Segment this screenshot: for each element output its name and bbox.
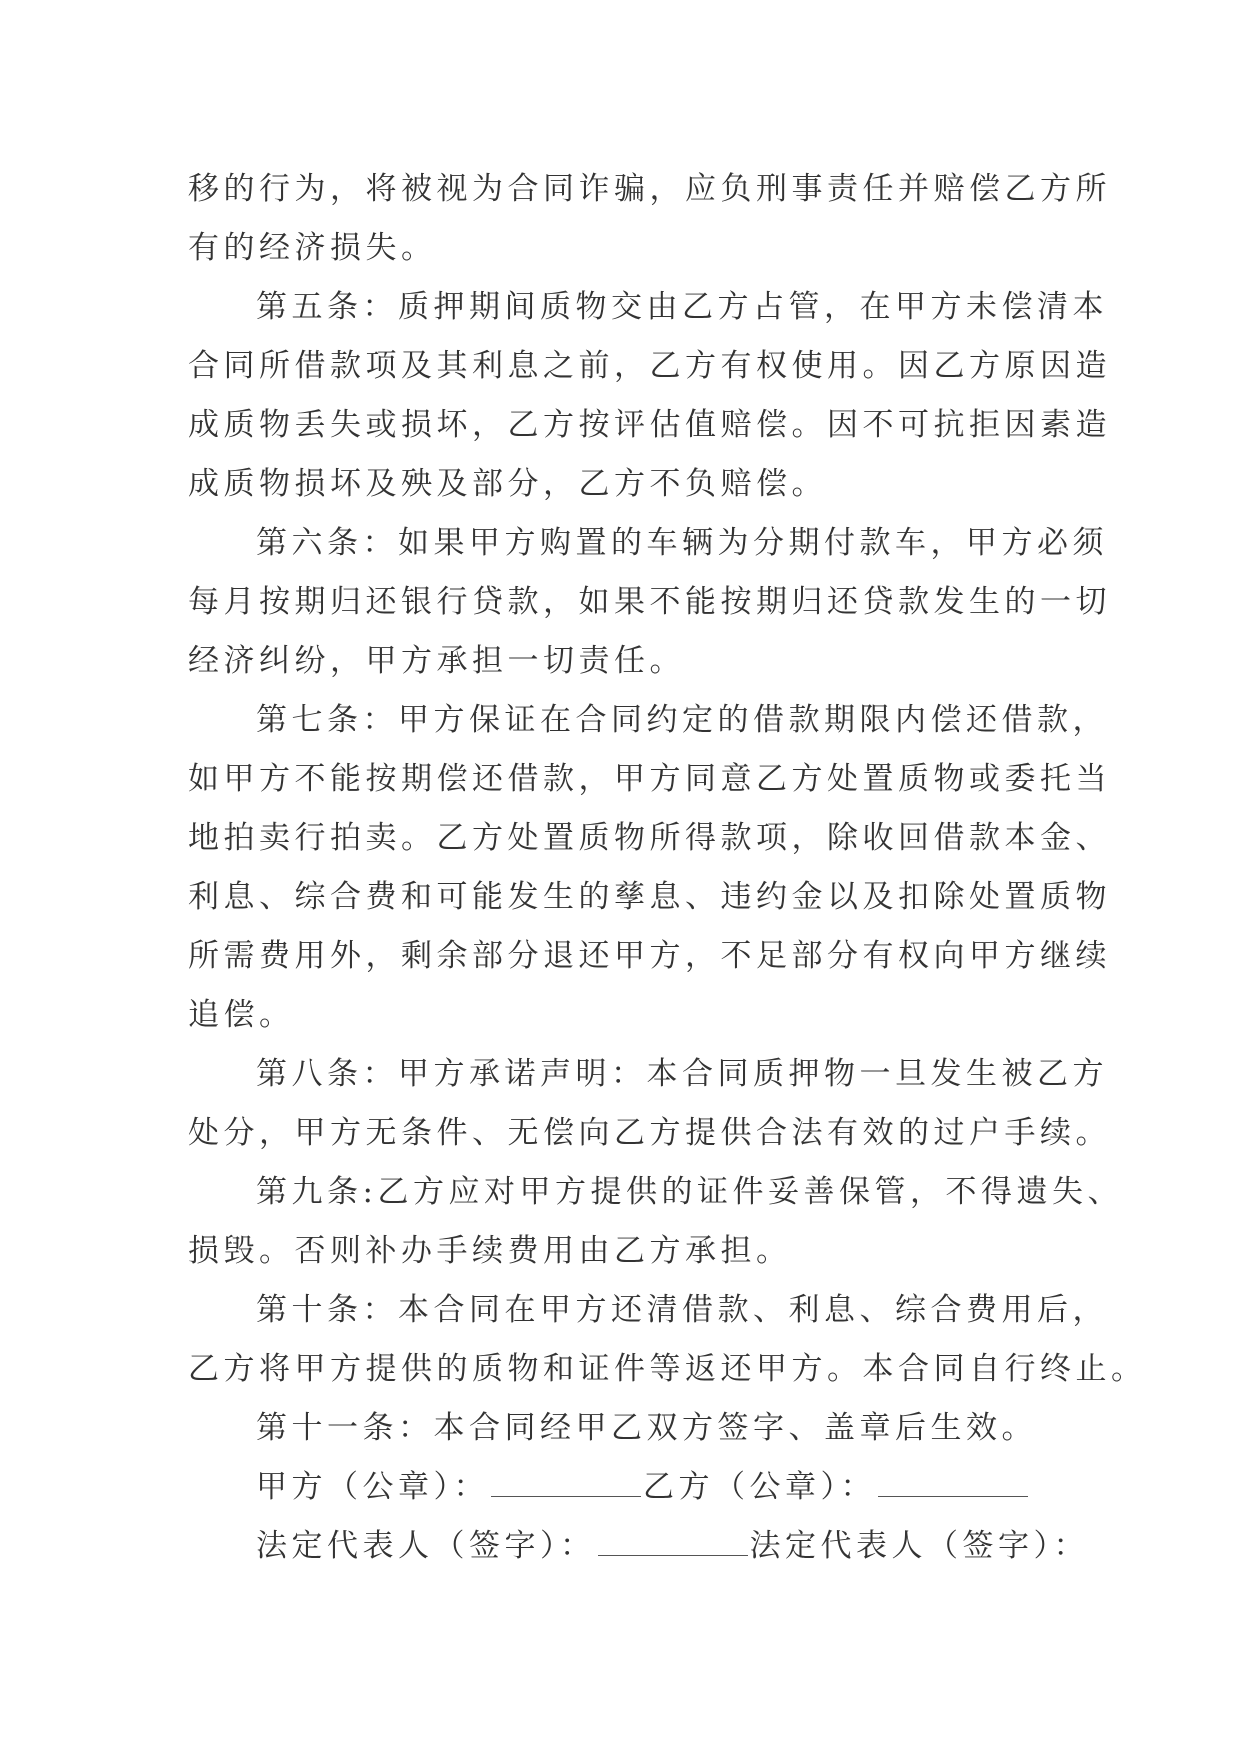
party-a-seal-blank (491, 1474, 641, 1497)
text-line: 损毁。否则补办手续费用由乙方承担。 (188, 1233, 792, 1269)
clause-11 (188, 1399, 1078, 1458)
clause-6 (188, 514, 1111, 691)
contract-page (188, 160, 1147, 1576)
text-line: 第十一条：本合同经甲乙双方签字、盖章后生效。 (256, 1410, 1037, 1446)
party-b-seal-label: 乙方（公章）： (643, 1469, 876, 1505)
text-line: 每月按期归还银行贷款，如果不能按期归还贷款发生的一切 (188, 584, 1111, 620)
text-line: 处分，甲方无条件、无偿向乙方提供合法有效的过户手续。 (188, 1115, 1111, 1151)
text-line: 有的经济损失。 (188, 230, 437, 266)
rep-a-sign-label: 法定代表人（签字）： (256, 1528, 596, 1564)
rep-b-sign-label: 法定代表人（签字）： (749, 1528, 1089, 1564)
text-line: 如甲方不能按期偿还借款，甲方同意乙方处置质物或委托当 (188, 761, 1111, 797)
party-a-seal-label: 甲方（公章）： (256, 1469, 489, 1505)
text-line: 第八条：甲方承诺声明：本合同质押物一旦发生被乙方 (256, 1056, 1108, 1092)
text-line: 经济纠纷，甲方承担一切责任。 (188, 643, 685, 679)
clause-5 (188, 278, 1111, 514)
text-line: 追偿。 (188, 997, 295, 1033)
party-b-seal-blank (878, 1474, 1028, 1497)
clause-10 (188, 1281, 1147, 1399)
clause-9 (188, 1163, 1123, 1281)
text-line: 第五条：质押期间质物交由乙方占管，在甲方未偿清本 (256, 289, 1108, 325)
text-line: 合同所借款项及其利息之前，乙方有权使用。因乙方原因造 (188, 348, 1111, 384)
text-line: 第十条：本合同在甲方还清借款、利息、综合费用后， (256, 1292, 1108, 1328)
text-line: 第六条：如果甲方购置的车辆为分期付款车，甲方必须 (256, 525, 1108, 561)
text-line: 第九条:乙方应对甲方提供的证件妥善保管，不得遗失、 (256, 1174, 1123, 1210)
representative-signature-row (188, 1517, 1089, 1576)
text-line: 地拍卖行拍卖。乙方处置质物所得款项，除收回借款本金、 (188, 820, 1111, 856)
clause-8 (188, 1045, 1111, 1163)
text-line: 乙方将甲方提供的质物和证件等返还甲方。本合同自行终止。 (188, 1351, 1147, 1387)
text-line: 成质物损坏及殃及部分，乙方不负赔偿。 (188, 466, 827, 502)
text-line: 移的行为，将被视为合同诈骗，应负刑事责任并赔偿乙方所 (188, 171, 1111, 207)
seal-signature-row (188, 1458, 1078, 1517)
text-line: 所需费用外，剩余部分退还甲方，不足部分有权向甲方继续 (188, 938, 1111, 974)
clause-7 (188, 691, 1111, 1045)
paragraph-continuation (188, 160, 1111, 278)
text-line: 利息、综合费和可能发生的孳息、违约金以及扣除处置质物 (188, 879, 1111, 915)
text-line: 成质物丢失或损坏，乙方按评估值赔偿。因不可抗拒因素造 (188, 407, 1111, 443)
rep-a-sign-blank (598, 1533, 748, 1556)
text-line: 第七条：甲方保证在合同约定的借款期限内偿还借款， (256, 702, 1108, 738)
